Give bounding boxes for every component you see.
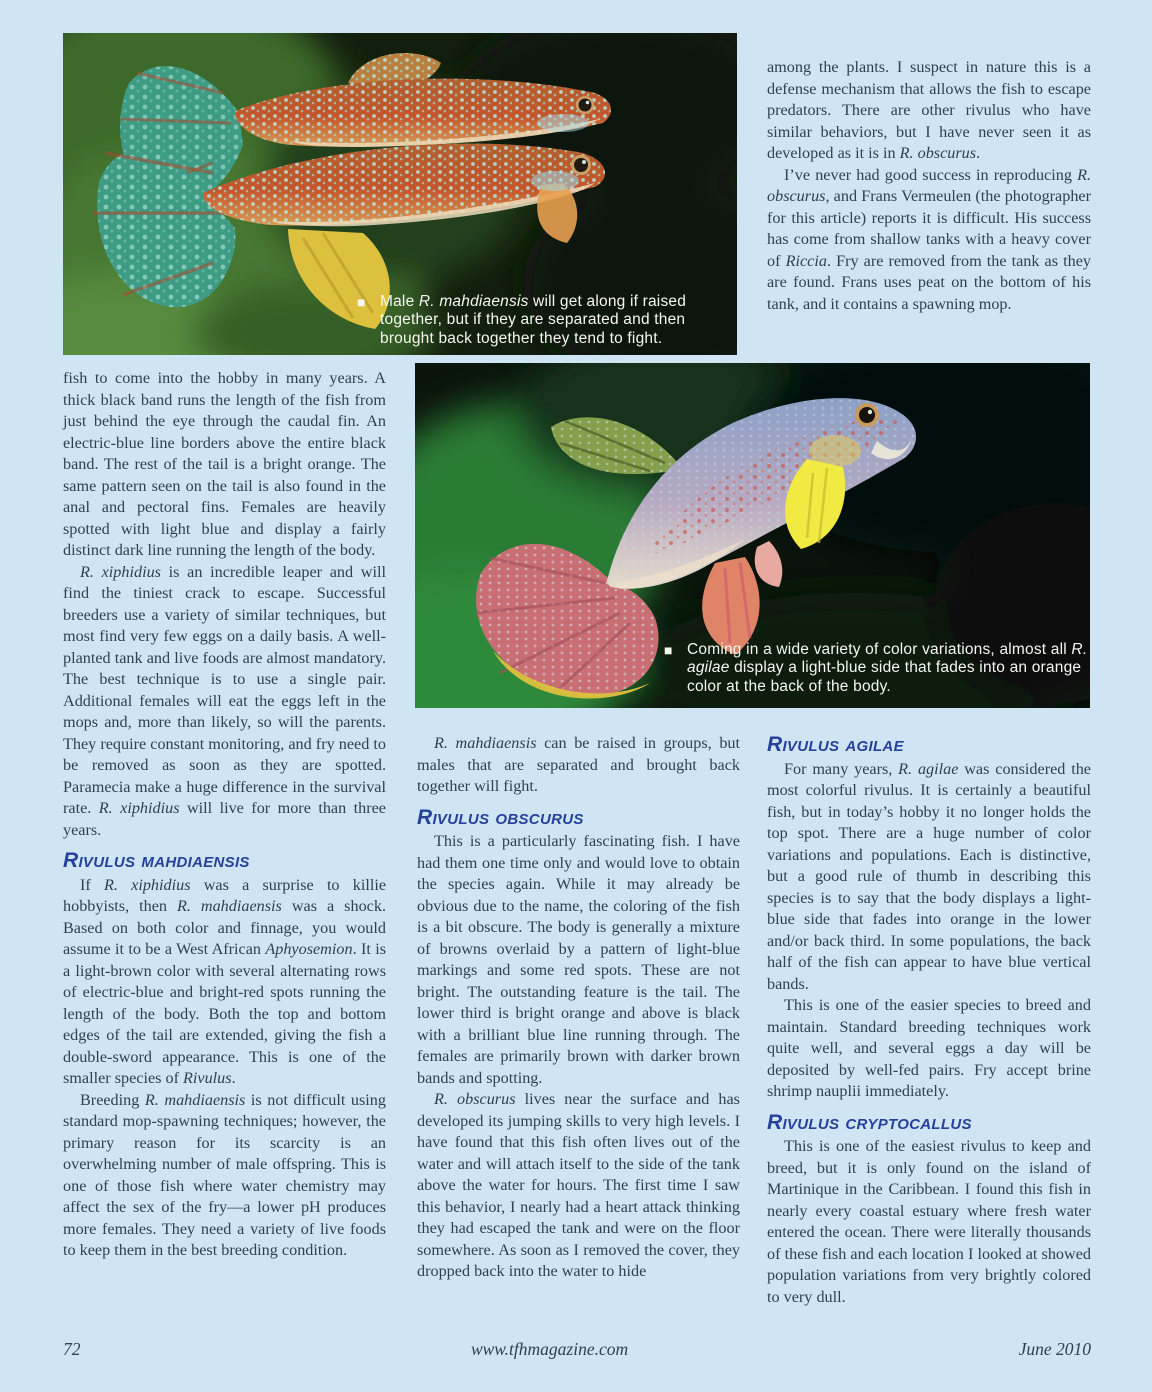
photo-caption bbox=[664, 641, 1090, 697]
body-paragraph: among the plants. I suspect in nature this is a defense mechanism that allows the fish to escape predators. There are other rivulus who have similar behaviors, but I have never seen it as developed as it is in R. obscurus. bbox=[767, 58, 1091, 162]
body-paragraph: This is one of the easier species to breed and maintain. Standard breeding techniques work quite well, and several eggs a day will be deposited by well-fed pairs. Fry accept brine shrimp nauplii immediately. bbox=[767, 996, 1091, 1100]
caption-text: Male R. mahdiaensis will get along if raised together, but if they are separated and then brought back together they tend to fight. bbox=[380, 292, 687, 348]
text-column-top-right bbox=[767, 57, 1091, 357]
photo-r-agilae bbox=[415, 363, 1090, 708]
photo-male-mahdiaensis-pair bbox=[63, 33, 737, 355]
photo-caption bbox=[357, 293, 724, 349]
page-number: 72 bbox=[63, 1339, 81, 1359]
body-paragraph: R. obscurus lives near the surface and has developed its jumping skills to very high levels. I have found that this fish often lives out of the water and will attach itself to the side of the tank above the water for hours. The first time I saw this behavior, I nearly had a heart attack thinking they had escaped the tank and were on the floor somewhere. As soon as I removed the cover, they dropped back into the water to hide bbox=[417, 1090, 740, 1280]
page-footer bbox=[63, 1339, 1091, 1360]
section-heading: Rivulus agilae bbox=[767, 733, 904, 756]
section-heading: Rivulus mahdiaensis bbox=[63, 849, 250, 872]
text-column-middle bbox=[417, 733, 740, 1339]
body-paragraph: Breeding R. mahdiaensis is not difficult using standard mop-spawning techniques; however, the primary reason for its scarcity is an overwhelming number of male offspring. This is one of those fish where water chemistry may affect the sex of the fry—a lower pH produces more females. They need a variety of live foods to keep them in the best breeding condition. bbox=[63, 1090, 386, 1259]
body-paragraph: R. xiphidius is an incredible leaper and will find the tiniest crack to escape. Successful breeders use a variety of similar techniques, but most find very few eggs on a daily basis. A well-planted tank and live foods are almost mandatory. The best technique is to use a single pair. Additional females will eat the eggs left in the mops and, more than likely, so will the parents. They require constant monitoring, and fry need to be removed as soon as they are spotted. Paramecia make a huge difference in the survival rate. R. xiphidius will live for more than three years. bbox=[63, 562, 386, 839]
body-paragraph: If R. xiphidius was a surprise to killie hobbyists, then R. mahdiaensis was a shock. Based on both color and finnage, you would assume it to be a West African Aphyosemion. It is a light-brown color with several alternating rows of electric-blue and bright-red spots running the length of the body. Both the top and bottom edges of the tail are extended, giving the fish a double-sword appearance. This is one of the smaller species of Rivulus. bbox=[63, 875, 387, 1087]
issue-date: June 2010 bbox=[1018, 1339, 1091, 1359]
body-paragraph: This is a particularly fascinating fish. I have had them one time only and would love to obtain the species again. While it may already be obvious due to the name, the coloring of the fish is a bit obscure. The body is generally a mixture of browns overlaid by a pattern of light-blue markings and some red spots. These are not bright. The outstanding feature is the tail. The lower third is bright orange and above is black with a brilliant blue line running through. The females are primarily brown with darker brown bands and spotting. bbox=[417, 832, 740, 1087]
body-paragraph: This is one of the easiest rivulus to keep and breed, but it is only found on the island of Martinique in the Caribbean. I found this fish in nearly every coastal estuary where fresh water entered the ocean. There were literally thousands of these fish and each location I looked at showed population variations from very brightly colored to very dull. bbox=[767, 1137, 1091, 1306]
square-bullet-icon: ■ bbox=[357, 293, 366, 310]
square-bullet-icon: ■ bbox=[664, 641, 673, 658]
body-paragraph: I’ve never had good success in reproducing R. obscurus, and Frans Vermeulen (the photographer for this article) reports it is difficult. His success has come from shallow tanks with a heavy cover of Riccia. Fry are removed from the tank as they are found. Frans uses peat on the bottom of his tank, and it contains a spawning mop. bbox=[767, 165, 1091, 313]
text-column-right bbox=[767, 733, 1091, 1345]
body-paragraph: R. mahdiaensis can be raised in groups, but males that are separated and brought back together will fight. bbox=[417, 734, 741, 795]
section-heading: Rivulus obscurus bbox=[417, 805, 584, 829]
text-column-left bbox=[63, 368, 386, 1340]
body-paragraph: fish to come into the hobby in many years. A thick black band runs the length of the fish from just behind the eye through the caudal fin. An electric-blue line borders above the entire black band. The rest of the tail is a bright orange. The same pattern seen on the tail is also found in the anal and pectoral fins. Females are heavily spotted with light blue and display a fairly distinct dark line running the length of the body. bbox=[63, 369, 386, 559]
magazine-website: www.tfhmagazine.com bbox=[470, 1339, 629, 1359]
body-paragraph: For many years, R. agilae was considered the most colorful rivulus. It is certainly a beautiful fish, but in today’s hobby it no longer holds the top spot. There are a huge number of color variations and populations. Each is distinctive, but a good rule of thumb in describing this species is to say that the body displays a light-blue side that fades into orange in the lower and/or back third. In some populations, the back half of the fish can appear to have blue vertical bands. bbox=[767, 759, 1091, 993]
caption-text: Coming in a wide variety of color variations, almost all R. agilae display a light-blue side that fades into an orange color at the back of the body. bbox=[687, 640, 1088, 696]
section-heading: Rivulus cryptocallus bbox=[767, 1110, 972, 1134]
